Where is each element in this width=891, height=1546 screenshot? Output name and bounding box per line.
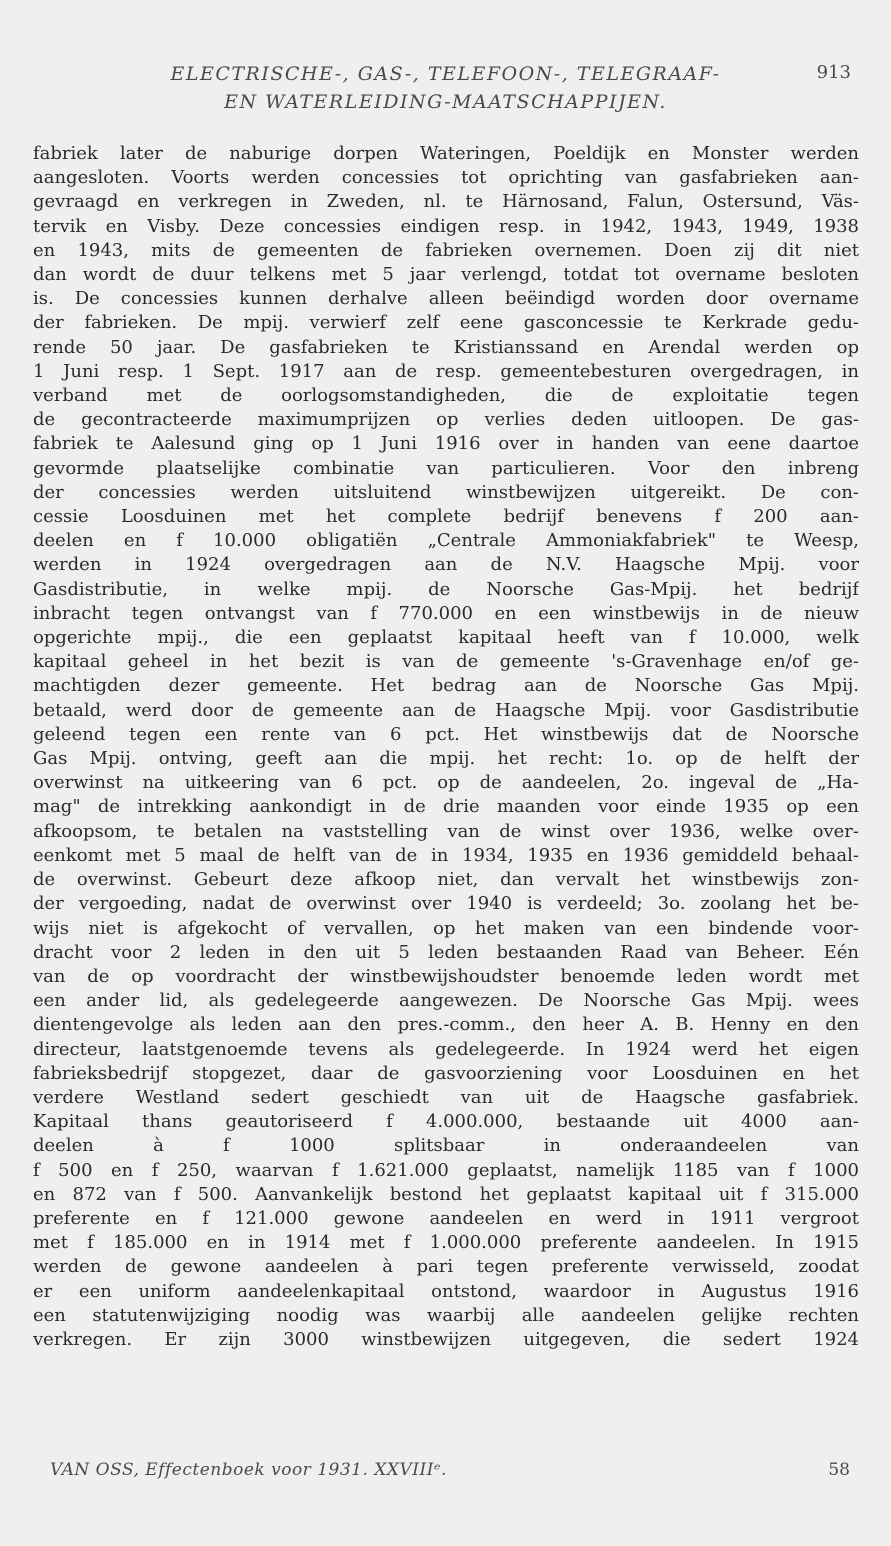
header-line-1: ELECTRISCHE-, GAS-, TELEFOON-, TELEGRAAF- [170, 63, 721, 85]
text-line: der fabrieken. De mpij. verwierf zelf eene gasconcessie te Kerkrade gedu- [33, 312, 859, 334]
text-line: is. De concessies kunnen derhalve alleen beëindigd worden door overname [33, 288, 859, 310]
text-line: deelen en f 10.000 obligatiën „Centrale Ammoniakfabriek" te Weesp, [33, 530, 859, 552]
text-line: aangesloten. Voorts werden concessies tot oprichting van gasfabrieken aan- [33, 167, 859, 189]
page-footer [50, 1460, 850, 1480]
text-line: werden de gewone aandeelen à pari tegen preferente verwisseld, zoodat [33, 1256, 859, 1278]
text-line: werden in 1924 overgedragen aan de N.V. Haagsche Mpij. voor [33, 554, 859, 576]
text-line: een ander lid, als gedelegeerde aangewezen. De Noorsche Gas Mpij. wees [33, 990, 859, 1012]
text-line: f 500 en f 250, waarvan f 1.621.000 geplaatst, namelijk 1185 van f 1000 [33, 1159, 859, 1181]
text-line: verband met de oorlogsomstandigheden, die de exploitatie tegen [33, 385, 859, 407]
text-line: directeur, laatstgenoemde tevens als gedelegeerde. In 1924 werd het eigen [33, 1038, 859, 1060]
text-line: met f 185.000 en in 1914 met f 1.000.000 preferente aandeelen. In 1915 [33, 1232, 859, 1254]
text-line: 1 Juni resp. 1 Sept. 1917 aan de resp. gemeentebesturen overgedragen, in [33, 360, 859, 382]
text-line: afkoopsom, te betalen na vaststelling van de winst over 1936, welke over- [33, 820, 859, 842]
running-header [0, 60, 891, 116]
text-line: opgerichte mpij., die een geplaatst kapitaal heeft van f 10.000, welk [33, 627, 859, 649]
text-line: fabrieksbedrijf stopgezet, daar de gasvoorziening voor Loosduinen en het [33, 1062, 859, 1084]
text-line: gevraagd en verkregen in Zweden, nl. te Härnosand, Falun, Ostersund, Väs- [33, 191, 859, 213]
text-line: en 1943, mits de gemeenten de fabrieken overnemen. Doen zij dit niet [33, 239, 859, 261]
text-line: van de op voordracht der winstbewijshoudster benoemde leden wordt met [33, 965, 859, 987]
text-line: gevormde plaatselijke combinatie van particulieren. Voor den inbreng [33, 457, 859, 479]
footer-citation: VAN OSS, Effectenboek voor 1931. XXVIIIᵉ. [50, 1460, 447, 1480]
text-line: der concessies werden uitsluitend winstbewijzen uitgereikt. De con- [33, 481, 859, 503]
text-line: de overwinst. Gebeurt deze afkoop niet, dan vervalt het winstbewijs zon- [33, 869, 859, 891]
header-line-2: EN WATERLEIDING-MAATSCHAPPIJEN. [224, 91, 667, 113]
text-line: eenkomt met 5 maal de helft van de in 1934, 1935 en 1936 gemiddeld behaal- [33, 844, 859, 866]
text-line: preferente en f 121.000 gewone aandeelen en werd in 1911 vergroot [33, 1207, 859, 1229]
text-line: verkregen. Er zijn 3000 winstbewijzen uitgegeven, die sedert 1924 [33, 1328, 859, 1350]
page-number: 913 [816, 62, 851, 83]
text-line: der vergoeding, nadat de overwinst over 1940 is verdeeld; 3o. zoolang het be- [33, 893, 859, 915]
text-line: rende 50 jaar. De gasfabrieken te Kristianssand en Arendal werden op [33, 336, 859, 358]
text-line: betaald, werd door de gemeente aan de Haagsche Mpij. voor Gasdistributie [33, 699, 859, 721]
text-line: overwinst na uitkeering van 6 pct. op de aandeelen, 2o. ingeval de „Ha- [33, 772, 859, 794]
text-line: er een uniform aandeelenkapitaal ontstond, waardoor in Augustus 1916 [33, 1280, 859, 1302]
text-line: wijs niet is afgekocht of vervallen, op het maken van een bindende voor- [33, 917, 859, 939]
text-line: inbracht tegen ontvangst van f 770.000 en een winstbewijs in de nieuw [33, 602, 859, 624]
text-line: geleend tegen een rente van 6 pct. Het winstbewijs dat de Noorsche [33, 723, 859, 745]
text-line: cessie Loosduinen met het complete bedrijf benevens f 200 aan- [33, 506, 859, 528]
text-line: dan wordt de duur telkens met 5 jaar verlengd, totdat tot overname besloten [33, 264, 859, 286]
text-line: deelen à f 1000 splitsbaar in onderaandeelen van [33, 1135, 859, 1157]
text-line: mag" de intrekking aankondigt in de drie maanden voor einde 1935 op een [33, 796, 859, 818]
text-line: dientengevolge als leden aan den pres.-comm., den heer A. B. Henny en den [33, 1014, 859, 1036]
text-line: kapitaal geheel in het bezit is van de gemeente 's-Gravenhage en/of ge- [33, 651, 859, 673]
text-line: machtigden dezer gemeente. Het bedrag aan de Noorsche Gas Mpij. [33, 675, 859, 697]
text-line: een statutenwijziging noodig was waarbij alle aandeelen gelijke rechten [33, 1304, 859, 1326]
text-line: fabriek later de naburige dorpen Wateringen, Poeldijk en Monster werden [33, 143, 859, 164]
text-line: verdere Westland sedert geschiedt van uit de Haagsche gasfabriek. [33, 1086, 859, 1108]
text-line: Gas Mpij. ontving, geeft aan die mpij. het recht: 1o. op de helft der [33, 748, 859, 770]
text-line: Gasdistributie, in welke mpij. de Noorsche Gas-Mpij. het bedrijf [33, 578, 859, 600]
text-line: tervik en Visby. Deze concessies eindigen resp. in 1942, 1943, 1949, 1938 [33, 215, 859, 237]
text-line: en 872 van f 500. Aanvankelijk bestond het geplaatst kapitaal uit f 315.000 [33, 1183, 859, 1205]
footer-signature: 58 [828, 1460, 850, 1480]
text-line: fabriek te Aalesund ging op 1 Juni 1916 over in handen van eene daartoe [33, 433, 859, 455]
text-line: dracht voor 2 leden in den uit 5 leden bestaanden Raad van Beheer. Eén [33, 941, 859, 963]
text-line: de gecontracteerde maximumprijzen op verlies deden uitloopen. De gas- [33, 409, 859, 431]
body-text [33, 142, 859, 1352]
text-line: Kapitaal thans geautoriseerd f 4.000.000, bestaande uit 4000 aan- [33, 1111, 859, 1133]
